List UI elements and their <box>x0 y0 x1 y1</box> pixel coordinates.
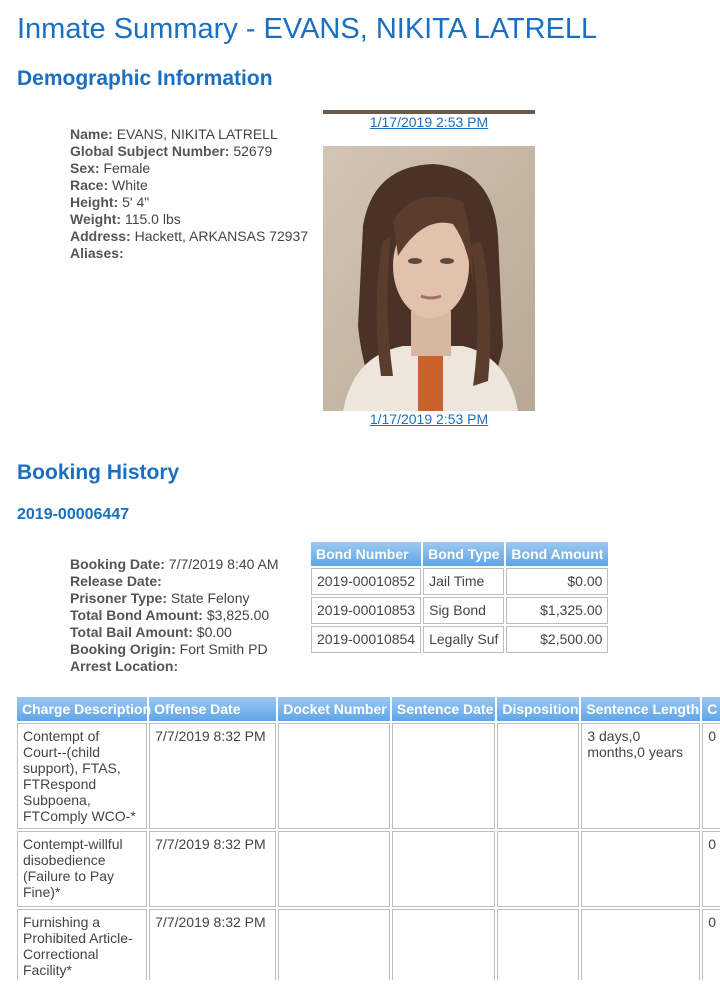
bond-type-cell: Sig Bond <box>423 597 504 624</box>
bond-amount-cell: $1,325.00 <box>506 597 608 624</box>
docket-number-cell <box>278 909 390 980</box>
table-row <box>17 831 720 907</box>
table-row <box>17 723 720 829</box>
booking-number: 2019-00006447 <box>17 506 130 523</box>
info-total-bond-amount: Total Bond Amount: $3,825.00 <box>70 607 270 623</box>
sentence-date-cell <box>392 831 495 907</box>
info-height: Height: 5' 4" <box>70 194 150 210</box>
truncated-column-cell: 0 <box>702 831 720 907</box>
bond-number-header[interactable]: Bond Number <box>311 542 421 566</box>
booking-info <box>70 556 279 675</box>
info-aliases: Aliases: <box>70 245 124 261</box>
info-total-bail-amount: Total Bail Amount: $0.00 <box>70 624 232 640</box>
docket-number-header[interactable]: Docket Number <box>278 697 390 721</box>
offense-date-cell: 7/7/2019 8:32 PM <box>149 723 276 829</box>
charge-description-cell: Contempt of Court--(child support), FTAS, FTRespond Subpoena, FTComply WCO-* <box>17 723 147 829</box>
bond-table-header <box>311 542 608 566</box>
info-prisoner-type: Prisoner Type: State Felony <box>70 590 250 606</box>
demographic-info <box>70 126 308 262</box>
disposition-cell <box>497 723 579 829</box>
docket-number-cell <box>278 723 390 829</box>
table-row <box>311 597 608 624</box>
mugshot-illustration <box>323 146 535 411</box>
demographic-heading: Demographic Information <box>17 67 273 90</box>
bond-amount-cell: $0.00 <box>506 568 608 595</box>
booking-history-heading: Booking History <box>17 461 180 484</box>
info-address: Address: Hackett, ARKANSAS 72937 <box>70 228 309 244</box>
charges-table-viewport <box>15 695 720 980</box>
info-global-subject-number: Global Subject Number: 52679 <box>70 143 273 159</box>
charge-description-cell: Contempt-willful disobedience (Failure to Pay Fine)* <box>17 831 147 907</box>
page-title: Inmate Summary - EVANS, NIKITA LATRELL <box>17 13 598 45</box>
charge-description-cell: Furnishing a Prohibited Article-Correctional Facility* <box>17 909 147 980</box>
info-name: Name: EVANS, NIKITA LATRELL <box>70 126 278 142</box>
sentence-length-cell <box>581 909 700 980</box>
bond-amount-cell: $2,500.00 <box>506 626 608 653</box>
offense-date-cell: 7/7/2019 8:32 PM <box>149 909 276 980</box>
info-release-date: Release Date: <box>70 573 162 589</box>
bond-type-cell: Legally Suf <box>423 626 504 653</box>
sentence-date-cell <box>392 909 495 980</box>
info-sex: Sex: Female <box>70 160 151 176</box>
bond-table <box>309 540 610 655</box>
truncated-column-header[interactable]: C <box>702 697 720 721</box>
sentence-date-header[interactable]: Sentence Date <box>392 697 495 721</box>
info-arrest-location: Arrest Location: <box>70 658 179 674</box>
bond-type-cell: Jail Time <box>423 568 504 595</box>
mugshot-photo[interactable] <box>323 146 535 411</box>
sentence-length-cell <box>581 831 700 907</box>
table-row <box>311 568 608 595</box>
photo-date-link-1[interactable]: 1/17/2019 2:53 PM <box>369 114 489 130</box>
disposition-cell <box>497 909 579 980</box>
sentence-length-header[interactable]: Sentence Length <box>581 697 700 721</box>
docket-number-cell <box>278 831 390 907</box>
truncated-column-cell: 0 <box>702 909 720 980</box>
charge-description-header[interactable]: Charge Description <box>17 697 147 721</box>
bond-number-cell: 2019-00010853 <box>311 597 421 624</box>
bond-type-header[interactable]: Bond Type <box>423 542 504 566</box>
offense-date-header[interactable]: Offense Date <box>149 697 276 721</box>
bond-number-cell: 2019-00010852 <box>311 568 421 595</box>
offense-date-cell: 7/7/2019 8:32 PM <box>149 831 276 907</box>
info-booking-origin: Booking Origin: Fort Smith PD <box>70 641 268 657</box>
info-race: Race: White <box>70 177 148 193</box>
table-row <box>311 626 608 653</box>
charges-table-header <box>17 697 720 721</box>
sentence-date-cell <box>392 723 495 829</box>
disposition-header[interactable]: Disposition <box>497 697 579 721</box>
bond-number-cell: 2019-00010854 <box>311 626 421 653</box>
sentence-length-cell: 3 days,0 months,0 years <box>581 723 700 829</box>
bond-amount-header[interactable]: Bond Amount <box>506 542 608 566</box>
charges-table <box>15 695 720 980</box>
disposition-cell <box>497 831 579 907</box>
info-booking-date: Booking Date: 7/7/2019 8:40 AM <box>70 556 279 572</box>
info-weight: Weight: 115.0 lbs <box>70 211 181 227</box>
table-row <box>17 909 720 980</box>
truncated-column-cell: 0 <box>702 723 720 829</box>
photo-date-link-2[interactable]: 1/17/2019 2:53 PM <box>369 411 489 427</box>
